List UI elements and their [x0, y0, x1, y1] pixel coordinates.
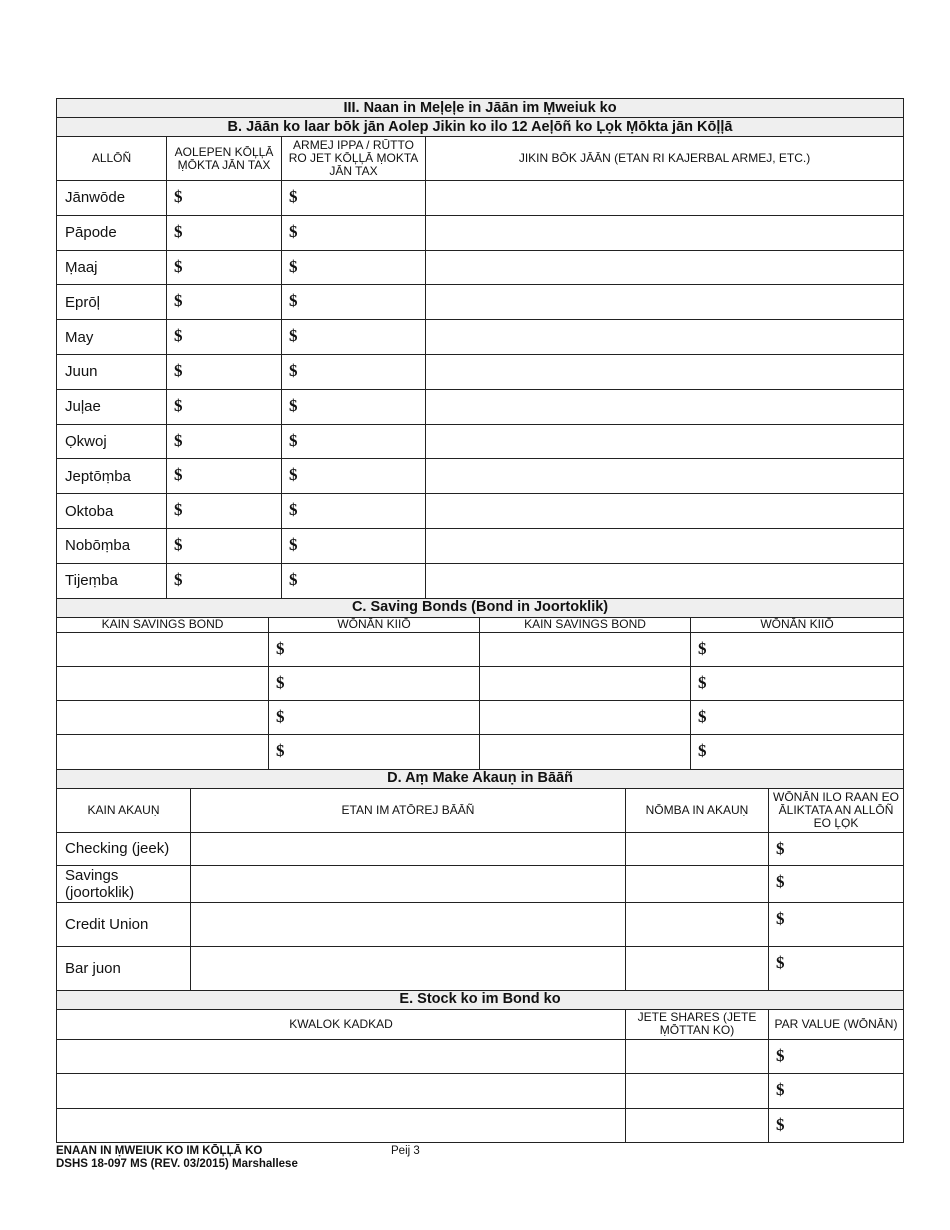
table-row	[57, 354, 904, 389]
income-source-field[interactable]	[426, 528, 904, 563]
amount-input-cell[interactable]	[282, 181, 426, 216]
dollar-sign: $	[776, 871, 785, 891]
header-gross-income: AOLEPEN KŌĻĻĀ ṂŌKTA JĀN TAX	[167, 137, 282, 181]
dollar-sign: $	[698, 672, 707, 692]
table-row	[57, 1039, 904, 1074]
month-label: Pāpode	[57, 215, 167, 250]
header-spouse-income: ARMEJ IPPA / RŪTTO RO JET KŌĻĻĀ ṂOKTA JĀN TAX	[282, 137, 426, 181]
dollar-sign: $	[174, 187, 183, 206]
form-page	[56, 98, 903, 1143]
month-label: Juun	[57, 354, 167, 389]
dollar-sign: $	[174, 256, 183, 276]
amount-input-cell[interactable]	[282, 389, 426, 424]
footer-form-title: ENAAN IN ṂWEIUK KO IM KŌĻĻĀ KO	[56, 1145, 263, 1157]
bank-name-field[interactable]	[191, 946, 626, 990]
amount-input-cell[interactable]	[269, 632, 480, 666]
amount-input-cell[interactable]	[282, 563, 426, 598]
dollar-sign: $	[289, 500, 298, 520]
amount-input-cell[interactable]	[691, 735, 904, 769]
bond-type-field[interactable]	[57, 666, 269, 700]
bond-type-field[interactable]	[480, 701, 691, 735]
amount-input-cell[interactable]	[167, 215, 282, 250]
income-source-field[interactable]	[426, 563, 904, 598]
table-row	[57, 1074, 904, 1109]
header-bond-type-1: KAIN SAVINGS BOND	[57, 617, 269, 632]
bank-name-field[interactable]	[191, 865, 626, 902]
section-c-title: C. Saving Bonds (Bond in Joortoklik)	[57, 598, 904, 617]
income-source-field[interactable]	[426, 459, 904, 494]
table-row	[57, 902, 904, 946]
amount-input-cell[interactable]	[167, 285, 282, 320]
section-e-title: E. Stock ko im Bond ko	[57, 990, 904, 1009]
dollar-sign: $	[289, 430, 298, 450]
month-label: Oktoba	[57, 494, 167, 529]
income-source-field[interactable]	[426, 250, 904, 285]
amount-input-cell[interactable]	[769, 832, 904, 865]
amount-input-cell[interactable]	[167, 459, 282, 494]
amount-input-cell[interactable]	[282, 424, 426, 459]
amount-input-cell[interactable]	[269, 735, 480, 769]
shares-field[interactable]	[626, 1074, 769, 1109]
section-iii-title: III. Naan in Meļeļe in Jāān im Ṃweiuk ko	[57, 99, 904, 118]
dollar-sign: $	[174, 326, 183, 346]
section-e-table	[56, 990, 904, 1144]
description-field[interactable]	[57, 1108, 626, 1143]
amount-input-cell[interactable]	[691, 632, 904, 666]
month-label: Ọkwoj	[57, 424, 167, 459]
month-label: May	[57, 320, 167, 355]
description-field[interactable]	[57, 1074, 626, 1109]
dollar-sign: $	[698, 707, 707, 727]
dollar-sign: $	[276, 638, 285, 658]
account-number-field[interactable]	[626, 865, 769, 902]
dollar-sign: $	[776, 1114, 785, 1134]
table-row	[57, 389, 904, 424]
header-description: KWALOK KADKAD	[57, 1009, 626, 1039]
account-number-field[interactable]	[626, 832, 769, 865]
dollar-sign: $	[174, 395, 183, 415]
dollar-sign: $	[174, 221, 183, 241]
bond-type-field[interactable]	[480, 735, 691, 769]
table-row	[57, 632, 904, 666]
table-row	[57, 285, 904, 320]
amount-input-cell[interactable]	[282, 494, 426, 529]
section-c-table	[56, 598, 904, 770]
dollar-sign: $	[776, 1080, 785, 1100]
dollar-sign: $	[289, 569, 298, 589]
table-row	[57, 563, 904, 598]
footer-form-id: DSHS 18-097 MS (REV. 03/2015) Marshallese	[56, 1158, 298, 1170]
bank-name-field[interactable]	[191, 902, 626, 946]
amount-input-cell[interactable]	[282, 285, 426, 320]
table-row	[57, 424, 904, 459]
month-label: Nobōṃba	[57, 528, 167, 563]
dollar-sign: $	[174, 569, 183, 589]
description-field[interactable]	[57, 1039, 626, 1074]
table-row	[57, 735, 904, 769]
amount-input-cell[interactable]	[167, 320, 282, 355]
dollar-sign: $	[698, 741, 707, 761]
amount-input-cell[interactable]	[167, 563, 282, 598]
amount-input-cell[interactable]	[282, 320, 426, 355]
section-b-title: B. Jāān ko laar bōk jān Aolep Jikin ko ilo 12 Aeļōñ ko Ļọk Ṃōkta jān Kōļļā	[57, 118, 904, 137]
bond-type-field[interactable]	[57, 735, 269, 769]
account-type-label: Credit Union	[57, 902, 191, 946]
dollar-sign: $	[289, 221, 298, 241]
dollar-sign: $	[776, 1045, 785, 1065]
dollar-sign: $	[776, 908, 785, 928]
header-month: ALLŌÑ	[57, 137, 167, 181]
amount-input-cell[interactable]	[769, 1108, 904, 1143]
header-par-value: PAR VALUE (WŌNĀN)	[769, 1009, 904, 1039]
amount-input-cell[interactable]	[282, 528, 426, 563]
income-source-field[interactable]	[426, 285, 904, 320]
income-source-field[interactable]	[426, 494, 904, 529]
dollar-sign: $	[174, 291, 183, 311]
dollar-sign: $	[174, 465, 183, 485]
account-number-field[interactable]	[626, 902, 769, 946]
table-row	[57, 1108, 904, 1143]
bank-name-field[interactable]	[191, 832, 626, 865]
dollar-sign: $	[289, 465, 298, 485]
account-type-label: Checking (jeek)	[57, 832, 191, 865]
bond-type-field[interactable]	[57, 632, 269, 666]
amount-input-cell[interactable]	[269, 666, 480, 700]
dollar-sign: $	[776, 952, 785, 972]
bond-type-field[interactable]	[480, 632, 691, 666]
header-shares: JETE SHARES (JETE ṂŌTTAN KO)	[626, 1009, 769, 1039]
dollar-sign: $	[174, 534, 183, 554]
dollar-sign: $	[289, 395, 298, 415]
dollar-sign: $	[276, 707, 285, 727]
section-d-table	[56, 769, 904, 991]
month-label: Ṃaaj	[57, 250, 167, 285]
amount-input-cell[interactable]	[769, 946, 904, 990]
month-label: Tijeṃba	[57, 563, 167, 598]
income-source-field[interactable]	[426, 354, 904, 389]
table-row	[57, 865, 904, 902]
amount-input-cell[interactable]	[167, 181, 282, 216]
account-type-label: Bar juon	[57, 946, 191, 990]
table-row	[57, 666, 904, 700]
bond-type-field[interactable]	[480, 666, 691, 700]
header-last-balance: WŌNĀN ILO RAAN EO ĀLIKTATA AN ALLŌÑ EO ĻỌK	[769, 788, 904, 832]
table-row	[57, 181, 904, 216]
table-row	[57, 528, 904, 563]
amount-input-cell[interactable]	[769, 902, 904, 946]
month-label: Eprōļ	[57, 285, 167, 320]
amount-input-cell[interactable]	[282, 250, 426, 285]
amount-input-cell[interactable]	[167, 389, 282, 424]
amount-input-cell[interactable]	[282, 215, 426, 250]
income-source-field[interactable]	[426, 320, 904, 355]
table-row	[57, 215, 904, 250]
month-label: Jānwōde	[57, 181, 167, 216]
account-number-field[interactable]	[626, 946, 769, 990]
amount-input-cell[interactable]	[769, 1074, 904, 1109]
footer-page-number: Peij 3	[391, 1145, 420, 1157]
dollar-sign: $	[289, 534, 298, 554]
header-bond-type-2: KAIN SAVINGS BOND	[480, 617, 691, 632]
header-account-number: NŌMBA IN AKAUṆ	[626, 788, 769, 832]
dollar-sign: $	[276, 741, 285, 761]
dollar-sign: $	[276, 672, 285, 692]
table-row	[57, 946, 904, 990]
bond-type-field[interactable]	[57, 701, 269, 735]
header-bond-value-2: WŌNĀN KIIŌ	[691, 617, 904, 632]
amount-input-cell[interactable]	[269, 701, 480, 735]
table-row	[57, 701, 904, 735]
amount-input-cell[interactable]	[769, 1039, 904, 1074]
income-source-field[interactable]	[426, 389, 904, 424]
page-footer	[56, 1145, 903, 1171]
dollar-sign: $	[289, 360, 298, 380]
amount-input-cell[interactable]	[769, 865, 904, 902]
table-row	[57, 250, 904, 285]
month-label: Juļae	[57, 389, 167, 424]
dollar-sign: $	[174, 430, 183, 450]
dollar-sign: $	[289, 256, 298, 276]
amount-input-cell[interactable]	[167, 250, 282, 285]
header-bond-value-1: WŌNĀN KIIŌ	[269, 617, 480, 632]
income-source-field[interactable]	[426, 181, 904, 216]
amount-input-cell[interactable]	[167, 494, 282, 529]
month-label: Jeptōṃba	[57, 459, 167, 494]
amount-input-cell[interactable]	[167, 354, 282, 389]
dollar-sign: $	[174, 500, 183, 520]
header-account-type: KAIN AKAUṆ	[57, 788, 191, 832]
dollar-sign: $	[698, 638, 707, 658]
dollar-sign: $	[289, 291, 298, 311]
dollar-sign: $	[776, 838, 785, 858]
account-type-label: Savings (joortoklik)	[57, 865, 191, 902]
income-source-field[interactable]	[426, 215, 904, 250]
section-d-title: D. Aṃ Make Akauṇ in Bāāñ	[57, 769, 904, 788]
table-row	[57, 320, 904, 355]
amount-input-cell[interactable]	[282, 459, 426, 494]
amount-input-cell[interactable]	[282, 354, 426, 389]
dollar-sign: $	[174, 360, 183, 380]
shares-field[interactable]	[626, 1039, 769, 1074]
dollar-sign: $	[289, 187, 298, 206]
amount-input-cell[interactable]	[167, 424, 282, 459]
income-source-field[interactable]	[426, 424, 904, 459]
header-bank-name-address: ETAN IM ATŌREJ BĀĀÑ	[191, 788, 626, 832]
table-row	[57, 459, 904, 494]
amount-input-cell[interactable]	[691, 666, 904, 700]
header-income-source: JIKIN BŌK JĀĀN (ETAN RI KAJERBAL ARMEJ, ETC.)	[426, 137, 904, 181]
table-row	[57, 832, 904, 865]
dollar-sign: $	[289, 326, 298, 346]
section-b-table	[56, 98, 904, 599]
amount-input-cell[interactable]	[691, 701, 904, 735]
table-row	[57, 494, 904, 529]
shares-field[interactable]	[626, 1108, 769, 1143]
amount-input-cell[interactable]	[167, 528, 282, 563]
